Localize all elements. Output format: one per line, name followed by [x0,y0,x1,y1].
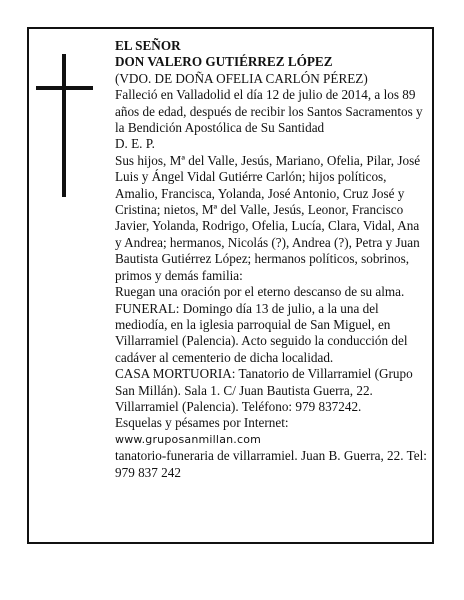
cross-icon-bar [36,86,93,90]
notice-title: EL SEÑOR [115,38,181,53]
widower-line: (VDO. DE DOÑA OFELIA CARLÓN PÉREZ) [115,70,368,86]
obituary-text [115,38,429,481]
mortuary-info: CASA MORTUORIA: Tanatorio de Villarramiel (Grupo San Millán). Sala 1. C/ Juan Bautista Guerra, 22. Villarramiel (Palencia). Teléfono: 979 837242. [115,366,413,414]
prayer-line: Ruegan una oración por el eterno descanso de su alma. [115,284,405,300]
website-link[interactable]: www.gruposanmillan.com [115,432,262,446]
deceased-name: DON VALERO GUTIÉRREZ LÓPEZ [115,54,333,70]
rip-line: D. E. P. [115,136,155,152]
family-list: Sus hijos, Mª del Valle, Jesús, Mariano, Ofelia, Pilar, José Luis y Ángel Vidal Gutiérre Carlón; hijos políticos, Amalio, Francisca, Yolanda, José Antonio, Cruz José y Cristina; nietos, Mª del Valle, Jesús, Leonor, Francisco Javier, Yolanda, Rodrigo, Ofelia, Lucía, Clara, Vidal, Ana y Andrea; hermanos, Nicolás (?), Andrea (?), Petra y Juan Bautista Gutiérrez López; hermanos políticos, sobrinos, primos y demás familia: [115,152,421,283]
death-details: Falleció en Valladolid el día 12 de julio de 2014, a los 89 años de edad, después de recibir los Santos Sacramentos y la Bendición Apostólica de Su Santidad [115,87,423,136]
cross-icon [62,54,66,197]
funeral-home-footer: tanatorio-funeraria de villarramiel. Juan B. Guerra, 22. Tel: 979 837 242 [115,448,427,480]
online-condolences: Esquelas y pésames por Internet: [115,415,289,431]
funeral-info: FUNERAL: Domingo día 13 de julio, a la una del mediodía, en la iglesia parroquial de San Miguel, en Villarramiel (Palencia). Acto seguido la conducción del cadáver al cementerio de dicha localidad. [115,300,408,365]
